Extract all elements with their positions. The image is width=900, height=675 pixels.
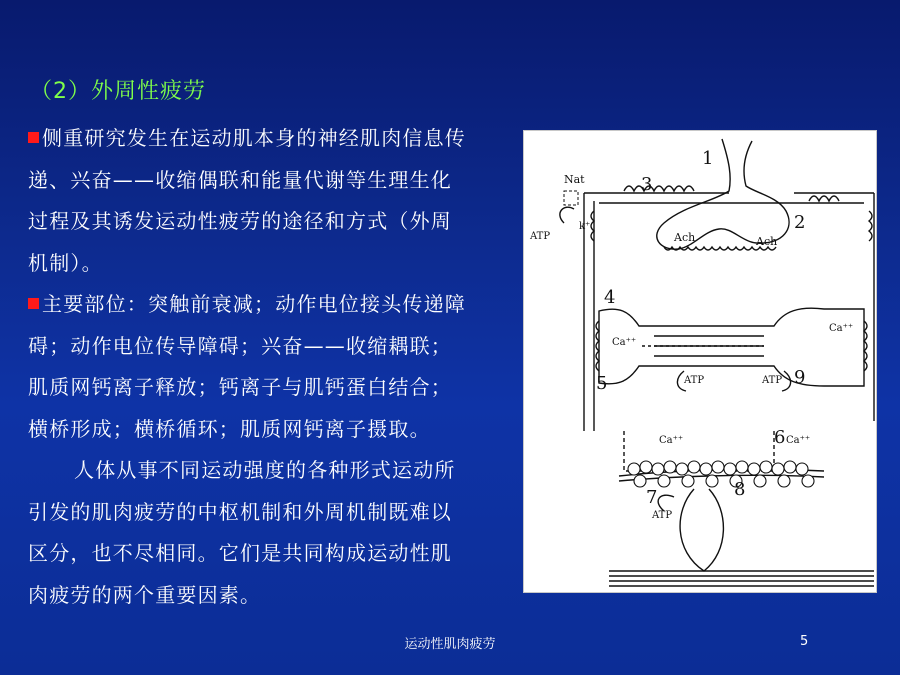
figure-number-5: 5 [596, 373, 608, 394]
bullet-square-icon [28, 298, 39, 309]
bullet-square-icon [28, 132, 39, 143]
page-number: 5 [800, 634, 809, 649]
bullet-1-text: 侧重研究发生在运动肌本身的神经肌肉信息传递、兴奋——收缩偶联和能量代谢等生理生化过程及其诱发运动性疲劳的途径和方式（外周机制）。 [28, 126, 466, 275]
summary-paragraph: 人体从事不同运动强度的各种形式运动所引发的肌肉疲劳的中枢机制和外周机制既难以区分，也不尽相同。它们是共同构成运动性肌肉疲劳的两个重要因素。 [28, 458, 456, 607]
ca-label: Ca⁺⁺ [659, 435, 684, 446]
bullet-item-2 [28, 284, 468, 450]
figure-number-4: 4 [604, 287, 616, 308]
neuromuscular-diagram [523, 130, 877, 593]
ca-label: Ca⁺⁺ [829, 323, 854, 334]
bullet-item-1 [28, 118, 468, 284]
figure-number-3: 3 [641, 174, 653, 195]
atp-label: ATP [652, 510, 673, 521]
nat-label: Nat [564, 173, 585, 186]
figure-number-6: 6 [774, 427, 786, 448]
atp-label: ATP [684, 375, 705, 386]
bullet-2-text: 主要部位：突触前衰减；动作电位接头传递障碍；动作电位传导障碍；兴奋——收缩耦联；肌质网钙离子释放；钙离子与肌钙蛋白结合；横桥形成；横桥循环；肌质网钙离子摄取。 [28, 292, 466, 441]
ca-label: Ca⁺⁺ [786, 435, 811, 446]
slide-heading: （2）外周性疲劳 [30, 79, 206, 104]
ca-label: Ca⁺⁺ [612, 337, 637, 348]
atp-label: ATP [762, 375, 783, 386]
ach-label: Ach [674, 231, 696, 244]
figure-number-1: 1 [702, 148, 714, 169]
figure-number-2: 2 [794, 212, 806, 233]
figure-number-7: 7 [646, 487, 658, 508]
diagram-svg [524, 131, 876, 592]
k-label: k⁺ [579, 221, 591, 232]
ach-label: Ach [756, 235, 778, 248]
footer-title: 运动性肌肉疲劳 [404, 637, 496, 652]
figure-number-9: 9 [794, 367, 806, 388]
figure-number-8: 8 [734, 479, 746, 500]
atp-label: ATP [530, 231, 551, 242]
slide-body [28, 118, 468, 616]
